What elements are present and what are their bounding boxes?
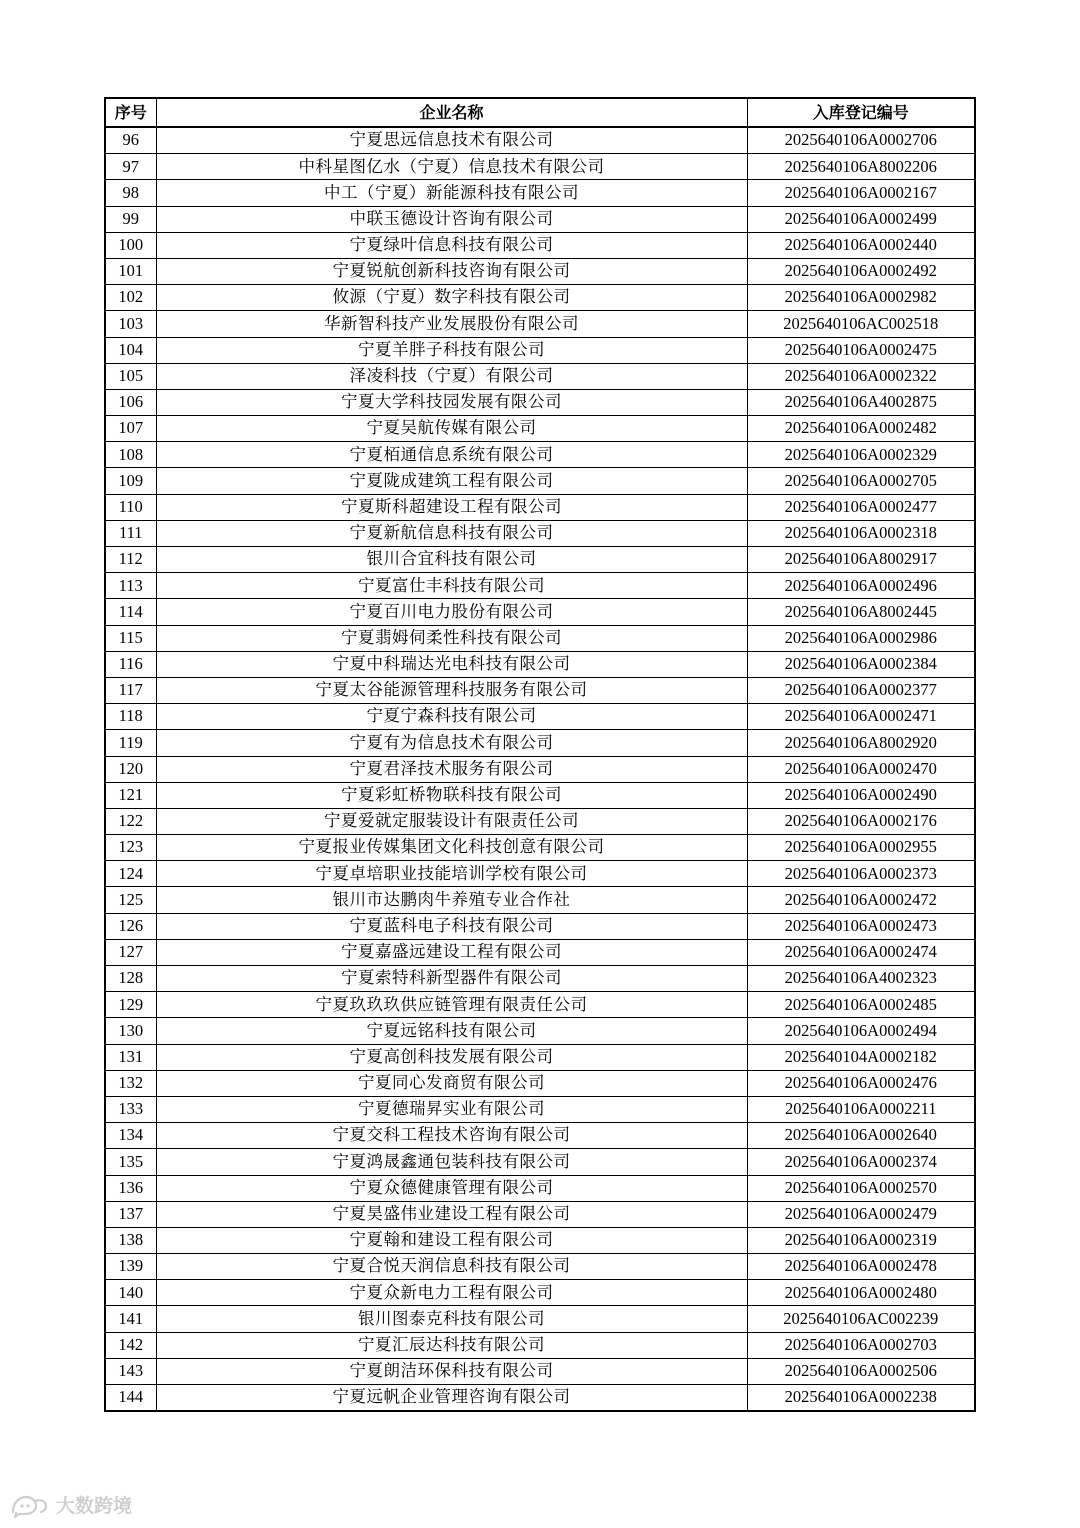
row-index: 97 [105,154,156,180]
row-index: 133 [105,1096,156,1122]
row-index: 126 [105,913,156,939]
row-index: 107 [105,416,156,442]
table-row [105,1044,975,1070]
company-name: 宁夏吴航传媒有限公司 [156,416,747,442]
company-name: 宁夏富仕丰科技有限公司 [156,573,747,599]
company-name: 宁夏汇辰达科技有限公司 [156,1332,747,1358]
company-name: 宁夏思远信息技术有限公司 [156,127,747,154]
company-name: 华新智科技产业发展股份有限公司 [156,311,747,337]
row-index: 100 [105,232,156,258]
registration-number: 2025640106A8002445 [747,599,975,625]
registration-number: 2025640106A0002570 [747,1175,975,1201]
row-index: 109 [105,468,156,494]
company-name: 中联玉德设计咨询有限公司 [156,206,747,232]
row-index: 139 [105,1254,156,1280]
registration-number: 2025640106A0002373 [747,861,975,887]
registration-number: 2025640106A0002475 [747,337,975,363]
registration-number: 2025640106A0002496 [747,573,975,599]
registry-table [104,97,976,1412]
table-row [105,232,975,258]
table-row [105,1254,975,1280]
table-row [105,1018,975,1044]
company-name: 宁夏大学科技园发展有限公司 [156,389,747,415]
company-name: 宁夏众德健康管理有限公司 [156,1175,747,1201]
row-index: 101 [105,258,156,284]
table-row [105,1306,975,1332]
registration-number: 2025640106A0002705 [747,468,975,494]
row-index: 138 [105,1227,156,1253]
row-index: 117 [105,677,156,703]
row-index: 99 [105,206,156,232]
company-name: 宁夏众新电力工程有限公司 [156,1280,747,1306]
row-index: 136 [105,1175,156,1201]
row-index: 105 [105,363,156,389]
row-index: 134 [105,1123,156,1149]
registration-number: 2025640106A8002206 [747,154,975,180]
table-row [105,651,975,677]
table-row [105,1358,975,1384]
table-row [105,913,975,939]
table-row [105,1385,975,1412]
company-name: 宁夏绿叶信息科技有限公司 [156,232,747,258]
row-index: 113 [105,573,156,599]
table-row [105,625,975,651]
row-index: 131 [105,1044,156,1070]
row-index: 125 [105,887,156,913]
registration-number: 2025640106A0002478 [747,1254,975,1280]
company-name: 宁夏羊胖子科技有限公司 [156,337,747,363]
registration-number: 2025640106A0002322 [747,363,975,389]
header-registration-number: 入库登记编号 [747,98,975,127]
registration-number: 2025640106A0002494 [747,1018,975,1044]
table-row [105,154,975,180]
registration-number: 2025640106A4002323 [747,966,975,992]
registration-number: 2025640106A0002470 [747,756,975,782]
registration-number: 2025640106A0002640 [747,1123,975,1149]
company-name: 宁夏百川电力股份有限公司 [156,599,747,625]
table-row [105,861,975,887]
registration-number: 2025640106A0002319 [747,1227,975,1253]
registration-number: 2025640106A0002176 [747,808,975,834]
company-name: 宁夏鸿晟鑫通包装科技有限公司 [156,1149,747,1175]
table-row [105,285,975,311]
company-name: 宁夏中科瑞达光电科技有限公司 [156,651,747,677]
table-row [105,337,975,363]
company-name: 宁夏栢通信息系统有限公司 [156,442,747,468]
row-index: 143 [105,1358,156,1384]
table-row [105,887,975,913]
registration-number: 2025640106A0002440 [747,232,975,258]
row-index: 120 [105,756,156,782]
company-name: 宁夏爱就定服装设计有限责任公司 [156,808,747,834]
registration-number: 2025640106A0002471 [747,704,975,730]
row-index: 116 [105,651,156,677]
registration-number: 2025640106A0002477 [747,494,975,520]
registration-number: 2025640106A0002167 [747,180,975,206]
registration-number: 2025640106AC002518 [747,311,975,337]
company-name: 银川图泰克科技有限公司 [156,1306,747,1332]
row-index: 144 [105,1385,156,1412]
row-index: 123 [105,835,156,861]
row-index: 124 [105,861,156,887]
company-name: 宁夏君泽技术服务有限公司 [156,756,747,782]
row-index: 140 [105,1280,156,1306]
table-row [105,782,975,808]
registration-number: 2025640106A0002238 [747,1385,975,1412]
table-row [105,704,975,730]
row-index: 98 [105,180,156,206]
chat-bubble-logo-icon [10,1492,50,1518]
row-index: 130 [105,1018,156,1044]
row-index: 129 [105,992,156,1018]
table-row [105,520,975,546]
company-name: 宁夏玖玖玖供应链管理有限责任公司 [156,992,747,1018]
row-index: 110 [105,494,156,520]
watermark-text: 大数跨境 [56,1495,133,1517]
registration-number: 2025640106A0002499 [747,206,975,232]
table-row [105,730,975,756]
company-name: 银川合宜科技有限公司 [156,547,747,573]
table-row [105,1280,975,1306]
registration-number: 2025640106A0002506 [747,1358,975,1384]
row-index: 118 [105,704,156,730]
company-name: 宁夏同心发商贸有限公司 [156,1070,747,1096]
table-row [105,992,975,1018]
table-row [105,1149,975,1175]
table-row [105,677,975,703]
company-name: 宁夏嘉盛远建设工程有限公司 [156,939,747,965]
registration-number: 2025640106A0002329 [747,442,975,468]
registration-number: 2025640106A0002473 [747,913,975,939]
company-name: 宁夏翡姆伺柔性科技有限公司 [156,625,747,651]
row-index: 119 [105,730,156,756]
row-index: 106 [105,389,156,415]
company-name: 宁夏锐航创新科技咨询有限公司 [156,258,747,284]
table-body [105,127,975,1411]
row-index: 103 [105,311,156,337]
row-index: 127 [105,939,156,965]
registration-number: 2025640106A0002706 [747,127,975,154]
company-name: 银川市达鹏肉牛养殖专业合作社 [156,887,747,913]
row-index: 122 [105,808,156,834]
registration-number: 2025640106A8002920 [747,730,975,756]
table-row [105,494,975,520]
registration-number: 2025640106A0002480 [747,1280,975,1306]
registration-number: 2025640106A0002982 [747,285,975,311]
table-row [105,1123,975,1149]
table-row [105,599,975,625]
registration-number: 2025640106A0002374 [747,1149,975,1175]
header-row [105,98,975,127]
table-row [105,468,975,494]
company-name: 宁夏合悦天润信息科技有限公司 [156,1254,747,1280]
registration-number: 2025640106A8002917 [747,547,975,573]
company-name: 宁夏德瑞昇实业有限公司 [156,1096,747,1122]
registration-number: 2025640104A0002182 [747,1044,975,1070]
row-index: 96 [105,127,156,154]
table-row [105,1201,975,1227]
table-row [105,1175,975,1201]
table-row [105,939,975,965]
row-index: 132 [105,1070,156,1096]
table-row [105,1227,975,1253]
table-row [105,1096,975,1122]
watermark [10,1491,132,1518]
table-row [105,416,975,442]
row-index: 114 [105,599,156,625]
registration-number: 2025640106A0002492 [747,258,975,284]
registration-number: 2025640106A0002479 [747,1201,975,1227]
table-row [105,547,975,573]
table-row [105,835,975,861]
registration-number: 2025640106A0002490 [747,782,975,808]
registration-number: 2025640106A0002703 [747,1332,975,1358]
registration-number: 2025640106A0002474 [747,939,975,965]
company-name: 宁夏蓝科电子科技有限公司 [156,913,747,939]
company-name: 泽凌科技（宁夏）有限公司 [156,363,747,389]
company-name: 宁夏索特科新型器件有限公司 [156,966,747,992]
table-row [105,363,975,389]
registration-number: 2025640106A0002384 [747,651,975,677]
company-name: 宁夏报业传媒集团文化科技创意有限公司 [156,835,747,861]
company-name: 宁夏远铭科技有限公司 [156,1018,747,1044]
row-index: 115 [105,625,156,651]
company-name: 中工（宁夏）新能源科技有限公司 [156,180,747,206]
registration-number: 2025640106AC002239 [747,1306,975,1332]
table-row [105,442,975,468]
row-index: 128 [105,966,156,992]
registration-number: 2025640106A0002377 [747,677,975,703]
row-index: 142 [105,1332,156,1358]
table-row [105,966,975,992]
registration-number: 2025640106A4002875 [747,389,975,415]
header-company-name: 企业名称 [156,98,747,127]
company-name: 宁夏翰和建设工程有限公司 [156,1227,747,1253]
registration-number: 2025640106A0002476 [747,1070,975,1096]
row-index: 102 [105,285,156,311]
row-index: 104 [105,337,156,363]
company-name: 中科星图亿水（宁夏）信息技术有限公司 [156,154,747,180]
company-name: 宁夏朗洁环保科技有限公司 [156,1358,747,1384]
row-index: 112 [105,547,156,573]
table-row [105,808,975,834]
company-name: 宁夏卓培职业技能培训学校有限公司 [156,861,747,887]
table-row [105,258,975,284]
company-name: 宁夏陇成建筑工程有限公司 [156,468,747,494]
company-name: 宁夏高创科技发展有限公司 [156,1044,747,1070]
row-index: 111 [105,520,156,546]
registration-number: 2025640106A0002485 [747,992,975,1018]
company-name: 宁夏彩虹桥物联科技有限公司 [156,782,747,808]
registration-number: 2025640106A0002318 [747,520,975,546]
row-index: 135 [105,1149,156,1175]
header-index: 序号 [105,98,156,127]
registration-number: 2025640106A0002955 [747,835,975,861]
registration-number: 2025640106A0002482 [747,416,975,442]
table-row [105,756,975,782]
company-name: 宁夏斯科超建设工程有限公司 [156,494,747,520]
company-name: 宁夏远帆企业管理咨询有限公司 [156,1385,747,1412]
company-name: 宁夏新航信息科技有限公司 [156,520,747,546]
registration-number: 2025640106A0002986 [747,625,975,651]
table-row [105,1332,975,1358]
row-index: 141 [105,1306,156,1332]
table-header [105,98,975,127]
row-index: 108 [105,442,156,468]
table-row [105,573,975,599]
company-name: 宁夏有为信息技术有限公司 [156,730,747,756]
company-name: 宁夏交科工程技术咨询有限公司 [156,1123,747,1149]
registration-number: 2025640106A0002472 [747,887,975,913]
table-row [105,206,975,232]
company-name: 宁夏昊盛伟业建设工程有限公司 [156,1201,747,1227]
table-row [105,180,975,206]
table-row [105,311,975,337]
row-index: 137 [105,1201,156,1227]
table-row [105,1070,975,1096]
registration-number: 2025640106A0002211 [747,1096,975,1122]
row-index: 121 [105,782,156,808]
company-name: 宁夏太谷能源管理科技服务有限公司 [156,677,747,703]
company-name: 攸源（宁夏）数字科技有限公司 [156,285,747,311]
table-row [105,127,975,154]
table-row [105,389,975,415]
company-name: 宁夏宁森科技有限公司 [156,704,747,730]
